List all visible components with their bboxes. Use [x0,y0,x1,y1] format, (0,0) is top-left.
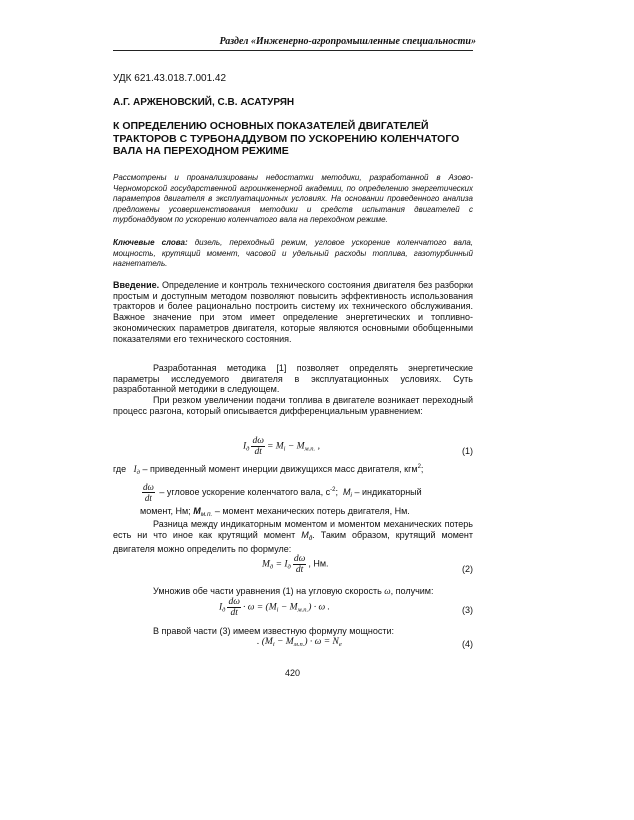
equation-3: $I_д$ $\frac{d\omega}{dt}$ · $\omega = (M_i - M_{м.п.}) \cdot \omega$ . [219,597,330,618]
equation-2: $M_д = I_д$ $\frac{d\omega}{dt}$ , Нм. [262,554,329,575]
equation-1-number: (1) [462,446,473,456]
equation-4: . $(M_i - M_{м.п.}) \cdot \omega = N_e$ [257,637,342,648]
where-2-tail: – индикаторный [354,486,422,497]
multiply-text-end: , получим: [390,586,434,596]
multiply-text: Умножив обе части уравнения (1) на угловую скорость [153,586,382,596]
equation-2-number: (2) [462,564,473,574]
torque-text: Разница между индикаторным моментом и моментом механических потерь есть ни что иное как крутящий момент [113,519,473,540]
where-3-text: – момент механических потерь двигателя, Нм. [214,506,410,516]
paragraph-power: В правой части (3) имеем известную формулу мощности: [153,626,395,636]
intro-text: Определение и контроль технического состояния двигателя без разборки простым и доступным методом позволяют повысить эффективность использования тракторов и более рационально построить систему их технического обслуживания. Важное значение при этом имеет определение энергетических и топливно-экономических параметров двигателя, которые являются основными обобщенными показателями его технического состояния. [113,280,473,344]
where-2-sup: -2 [330,486,336,493]
paragraph-intro [113,280,473,344]
page-number: 420 [285,668,301,678]
paragraph-torque: Разница между индикаторным моментом и моментом механических потерь есть ни что иное как крутящий момент $M_д$. Таким образом, крутящий момент двигателя можно определить по формуле: [113,519,473,555]
equation-4-number: (4) [462,639,473,649]
where-line-2: $\frac{d\omega}{dt}$ – угловое ускорение коленчатого вала, $с^{-2}$; $M_i$ – индикаторный [143,482,422,503]
paragraph-multiply: Умножив обе части уравнения (1) на угловую скорость ω, получим: [153,586,434,596]
abstract: Рассмотрены и проанализированы недостатки методики, разработанной в Азово-Черноморской государственной агроинженерной академии, по определению энергетических параметров двигателя в эксплуатационных условиях. На основании проведенного анализа предложены усовершенствования методики и средств испытания двигателей с турбонаддувом по ускорению коленчатого вала на переходном режиме. [113,173,473,225]
equation-3-number: (3) [462,605,473,615]
article-title: К ОПРЕДЕЛЕНИЮ ОСНОВНЫХ ПОКАЗАТЕЛЕЙ ДВИГАТЕЛЕЙ ТРАКТОРОВ С ТУРБОНАДДУВОМ ПО УСКОРЕНИЮ КОЛЕНЧАТОГО ВАЛА НА ПЕРЕХОДНОМ РЕЖИМЕ [113,120,460,157]
where-1-end: ; [420,464,424,474]
keywords-text: дизель, переходный режим, угловое ускорение коленчатого вала, мощность, крутящий момент, часовой и удельный расходы топлива, газотурбинный нагнетатель. [113,238,473,269]
header-rule [113,50,473,51]
equation-1: $I_д$ $\frac{d\omega}{dt}$ = $M_i - M_{м.п.}$ , [243,436,320,457]
paragraph-process: При резком увеличении подачи топлива в двигателе возникает переходный процесс разгона, который описывается дифференциальным уравнением: [113,395,473,416]
where-2-end: ; [335,486,338,497]
udk-code: УДК 621.43.018.7.001.42 [113,73,227,84]
torque-text-end: . Таким образом, крутящий момент двигателя можно определить по формуле: [113,529,473,555]
where-label: где [113,464,127,474]
where-line-1: где $I_д$ – приведенный момент инерции движущихся масс двигателя, кгм$^2$; [113,464,424,476]
keywords [113,238,473,270]
where-line-3: момент, Нм; $M_{м.п.}$ – момент механических потерь двигателя, Нм. [140,506,410,518]
running-header: Раздел «Инженерно-агропромышленные специальности» [219,36,476,47]
where-1-sup: 2 [417,464,421,470]
where-2-text: – угловое ускорение коленчатого вала, с [159,486,331,497]
paragraph-method: Разработанная методика [1] позволяет определять энергетические параметры исследуемого двигателя в эксплуатационных условиях. Суть разработанной методики в следующем. [113,363,473,395]
intro-label: Введение. [113,280,160,290]
where-3-label: момент, Нм; [140,506,191,516]
keywords-label: Ключевые слова: [113,238,188,247]
where-1-text: – приведенный момент инерции движущихся масс двигателя, кгм [142,464,418,474]
equation-2-unit: , Нм. [308,558,329,569]
authors: А.Г. АРЖЕНОВСКИЙ, С.В. АСАТУРЯН [113,97,295,108]
